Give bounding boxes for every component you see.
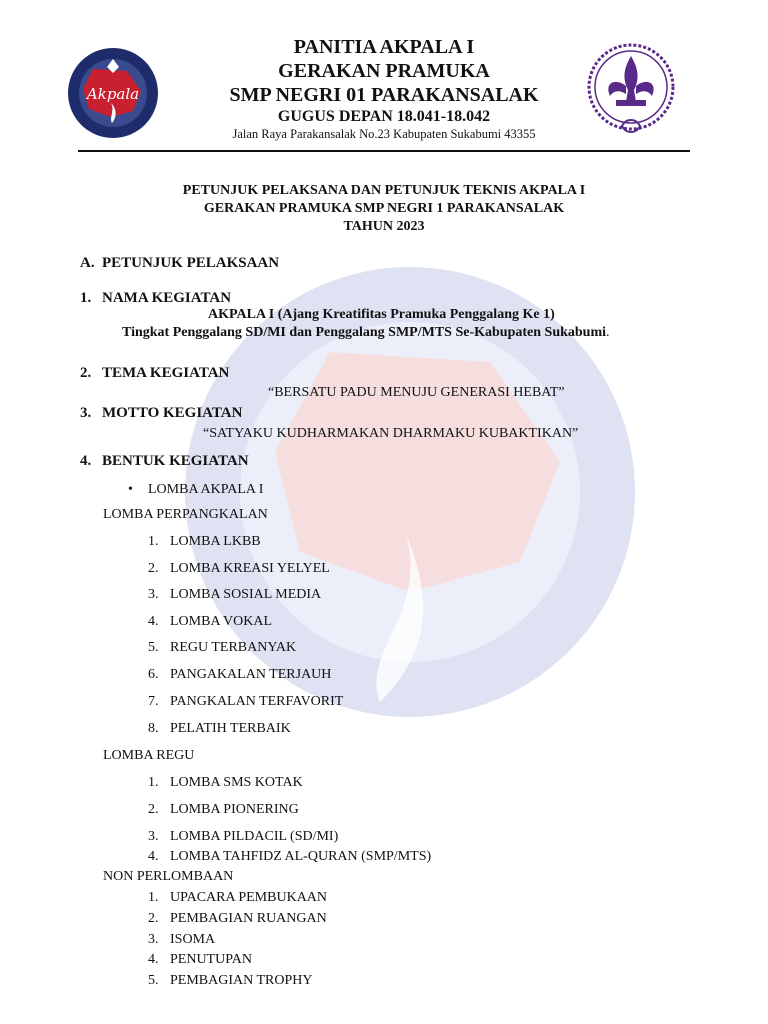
list-text: LOMBA VOKAL — [170, 614, 273, 629]
doc-title-line3: TAHUN 2023 — [343, 219, 425, 234]
perpangkalan-item — [148, 721, 291, 737]
section-1-label: NAMA KEGIATAN — [102, 290, 232, 306]
regu-item — [148, 829, 338, 845]
event-level-text: Tingkat Penggalang SD/MI dan Penggalang SMP/MTS Se-Kabupaten Sukabumi — [122, 325, 607, 340]
group-perpangkalan-title: LOMBA PERPANGKALAN — [103, 507, 268, 522]
list-text: UPACARA PEMBUKAAN — [170, 890, 328, 905]
org-title: PANITIA AKPALA I — [293, 36, 475, 58]
list-text: LOMBA SMS KOTAK — [170, 775, 303, 790]
bullet-text: LOMBA AKPALA I — [148, 482, 264, 497]
list-text: ISOMA — [170, 932, 216, 947]
section-3-num: 3. — [80, 405, 92, 421]
list-text: LOMBA LKBB — [170, 534, 261, 549]
doc-title-line1: PETUNJUK PELAKSANA DAN PETUNJUK TEKNIS AKPALA I — [182, 183, 586, 198]
address: Jalan Raya Parakansalak No.23 Kabupaten Sukabumi 43355 — [232, 127, 536, 141]
list-number: 3. — [148, 932, 159, 947]
list-number: 8. — [148, 721, 159, 736]
list-number: 1. — [148, 890, 159, 905]
section-a-heading — [80, 255, 279, 272]
list-text: PENUTUPAN — [170, 952, 252, 967]
perpangkalan-item — [148, 614, 272, 630]
list-number: 1. — [148, 534, 159, 549]
regu-item — [148, 775, 303, 791]
perpangkalan-item — [148, 667, 331, 683]
theme-value: “BERSATU PADU MENUJU GENERASI HEBAT” — [268, 385, 565, 400]
org-subtitle: GERAKAN PRAMUKA — [278, 60, 490, 82]
doc-title-line2: GERAKAN PRAMUKA SMP NEGRI 1 PARAKANSALAK — [203, 201, 565, 216]
header-divider — [78, 150, 690, 152]
school-name: SMP NEGRI 01 PARAKANSALAK — [229, 84, 539, 106]
list-number: 5. — [148, 973, 159, 988]
list-number: 4. — [148, 952, 159, 967]
list-number: 2. — [148, 911, 159, 926]
bullet-item — [128, 482, 263, 498]
non-perlombaan-item — [148, 973, 312, 989]
bullet-dot-icon: • — [128, 482, 133, 497]
section-3-heading — [80, 405, 242, 422]
perpangkalan-item — [148, 694, 343, 710]
gugus-depan: GUGUS DEPAN 18.041-18.042 — [277, 108, 491, 125]
group-non-perlombaan-title: NON PERLOMBAAN — [103, 869, 234, 884]
list-number: 2. — [148, 802, 159, 817]
non-perlombaan-item — [148, 911, 327, 927]
list-text: LOMBA TAHFIDZ AL-QURAN (SMP/MTS) — [170, 849, 432, 864]
section-2-heading — [80, 365, 229, 382]
section-3-label: MOTTO KEGIATAN — [102, 405, 243, 421]
list-text: PANGAKALAN TERJAUH — [170, 667, 332, 682]
event-level — [122, 325, 610, 341]
perpangkalan-item — [148, 640, 296, 656]
logo-akpala-text: Akpala — [86, 85, 140, 103]
non-perlombaan-item — [148, 932, 215, 948]
regu-item — [148, 849, 431, 865]
event-name: AKPALA I (Ajang Kreatifitas Pramuka Penggalang Ke 1) — [208, 307, 555, 322]
perpangkalan-item — [148, 534, 261, 550]
perpangkalan-item — [148, 587, 321, 603]
list-text: LOMBA KREASI YELYEL — [170, 561, 330, 576]
list-number: 4. — [148, 849, 159, 864]
section-4-heading — [80, 453, 249, 470]
list-text: PEMBAGIAN RUANGAN — [170, 911, 327, 926]
perpangkalan-item — [148, 561, 330, 577]
group-regu-title: LOMBA REGU — [103, 748, 195, 763]
list-number: 7. — [148, 694, 159, 709]
section-2-num: 2. — [80, 365, 92, 381]
list-number: 1. — [148, 775, 159, 790]
section-4-label: BENTUK KEGIATAN — [102, 453, 249, 469]
list-text: REGU TERBANYAK — [170, 640, 297, 655]
list-text: LOMBA PIONERING — [170, 802, 299, 817]
regu-item — [148, 802, 299, 818]
list-number: 2. — [148, 561, 159, 576]
section-1-num: 1. — [80, 290, 92, 306]
list-number: 6. — [148, 667, 159, 682]
non-perlombaan-item — [148, 890, 327, 906]
list-text: LOMBA SOSIAL MEDIA — [170, 587, 322, 602]
section-1-heading — [80, 290, 231, 307]
list-text: PEMBAGIAN TROPHY — [170, 973, 313, 988]
section-a-letter: A. — [80, 255, 95, 271]
section-2-label: TEMA KEGIATAN — [102, 365, 230, 381]
list-text: LOMBA PILDACIL (SD/MI) — [170, 829, 339, 844]
list-number: 4. — [148, 614, 159, 629]
list-text: PELATIH TERBAIK — [170, 721, 291, 736]
section-4-num: 4. — [80, 453, 92, 469]
event-level-period: . — [606, 325, 610, 340]
list-text: PANGKALAN TERFAVORIT — [170, 694, 344, 709]
non-perlombaan-item — [148, 952, 252, 968]
section-a-label: PETUNJUK PELAKSAAN — [102, 255, 280, 271]
list-number: 5. — [148, 640, 159, 655]
list-number: 3. — [148, 587, 159, 602]
list-number: 3. — [148, 829, 159, 844]
motto-value: “SATYAKU KUDHARMAKAN DHARMAKU KUBAKTIKAN” — [203, 426, 579, 441]
